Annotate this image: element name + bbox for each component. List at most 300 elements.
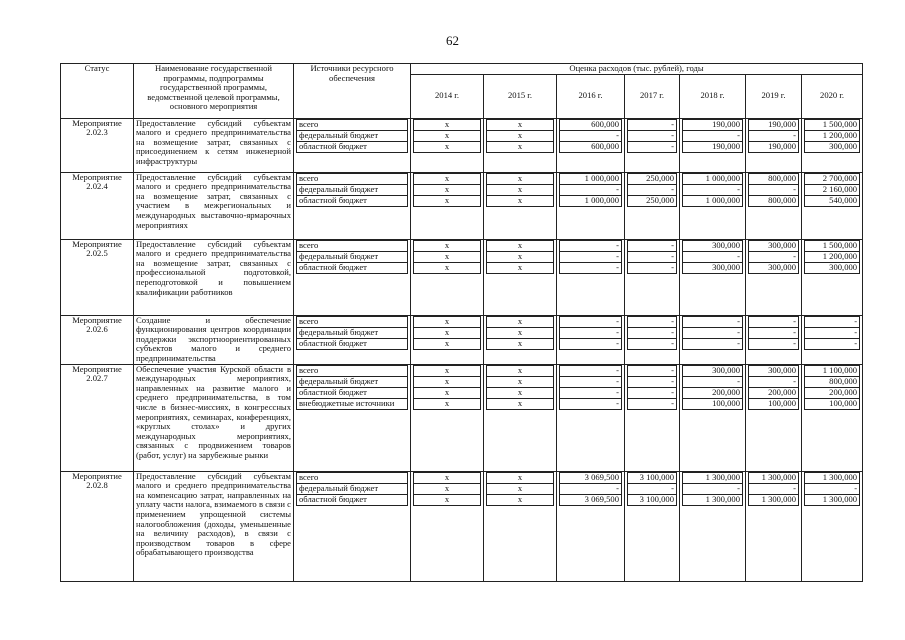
- line-row: [560, 494, 622, 505]
- line-row: [628, 398, 677, 409]
- line-row: [805, 130, 860, 141]
- value: x: [487, 494, 554, 505]
- value: -: [805, 338, 860, 349]
- line-row: [683, 141, 743, 152]
- line-row: [487, 130, 554, 141]
- line-stack: [804, 119, 860, 153]
- line-row: [414, 376, 481, 387]
- line-row: [805, 141, 860, 152]
- line-row: [628, 184, 677, 195]
- source-label: областной бюджет: [297, 141, 408, 152]
- source-cell: [294, 239, 411, 315]
- line-row: [628, 240, 677, 251]
- line-row: [487, 494, 554, 505]
- value: x: [487, 195, 554, 206]
- line-row: [560, 195, 622, 206]
- source-header: Источники ресурсного обеспечения: [294, 64, 411, 119]
- line-row: [414, 195, 481, 206]
- line-row: [749, 251, 799, 262]
- value-cell: [746, 172, 802, 239]
- value: -: [560, 365, 622, 376]
- line-row: [297, 494, 408, 505]
- line-stack: [748, 240, 799, 274]
- line-row: [560, 398, 622, 409]
- line-row: [297, 173, 408, 184]
- value: x: [414, 494, 481, 505]
- value: -: [628, 119, 677, 130]
- line-row: [487, 262, 554, 273]
- source-label: всего: [297, 316, 408, 327]
- line-row: [487, 365, 554, 376]
- value: 800,000: [749, 195, 799, 206]
- line-row: [487, 398, 554, 409]
- source-cell: [294, 471, 411, 581]
- value: x: [414, 130, 481, 141]
- value-cell: [680, 239, 746, 315]
- table-row: [61, 364, 863, 471]
- line-row: [805, 262, 860, 273]
- line-row: [683, 184, 743, 195]
- line-stack: [627, 119, 677, 153]
- source-label: областной бюджет: [297, 262, 408, 273]
- value: 1 000,000: [683, 173, 743, 184]
- value: -: [805, 327, 860, 338]
- line-row: [560, 130, 622, 141]
- value-cell: [625, 471, 680, 581]
- value: 540,000: [805, 195, 860, 206]
- line-row: [805, 365, 860, 376]
- value: 800,000: [805, 376, 860, 387]
- value: 800,000: [749, 173, 799, 184]
- line-row: [487, 376, 554, 387]
- table-row: [61, 239, 863, 315]
- value: -: [628, 365, 677, 376]
- value: 1 300,000: [683, 494, 743, 505]
- line-stack: [748, 365, 799, 410]
- line-row: [805, 195, 860, 206]
- line-row: [683, 327, 743, 338]
- value: x: [487, 376, 554, 387]
- value-cell: [746, 471, 802, 581]
- value: x: [414, 240, 481, 251]
- value-cell: [802, 239, 863, 315]
- line-row: [414, 494, 481, 505]
- year-header: 2020 г.: [802, 74, 863, 118]
- value: x: [414, 173, 481, 184]
- value: 300,000: [683, 365, 743, 376]
- source-label: федеральный бюджет: [297, 376, 408, 387]
- line-row: [749, 240, 799, 251]
- value-cell: [625, 315, 680, 364]
- source-label: областной бюджет: [297, 387, 408, 398]
- value: -: [560, 327, 622, 338]
- status-cell: Мероприятие 2.02.8: [61, 471, 134, 581]
- line-row: [749, 338, 799, 349]
- value: 1 300,000: [805, 494, 860, 505]
- line-stack: [486, 240, 554, 274]
- line-row: [805, 483, 860, 494]
- value-cell: [411, 364, 484, 471]
- line-row: [805, 240, 860, 251]
- value: -: [560, 130, 622, 141]
- line-stack: [682, 365, 743, 410]
- value: 190,000: [683, 119, 743, 130]
- line-row: [805, 119, 860, 130]
- value-cell: [484, 364, 557, 471]
- line-row: [560, 240, 622, 251]
- line-stack: [748, 173, 799, 207]
- value: -: [683, 184, 743, 195]
- value: -: [683, 338, 743, 349]
- value-cell: [802, 364, 863, 471]
- source-label: федеральный бюджет: [297, 130, 408, 141]
- line-row: [297, 365, 408, 376]
- line-stack: [413, 316, 481, 350]
- line-row: [749, 376, 799, 387]
- value: x: [414, 141, 481, 152]
- line-stack: [627, 365, 677, 410]
- name-cell: Создание и обеспечение функционирования центров координации поддержки экспортноориентированных субъектов малого и среднего предпринимательства: [134, 315, 294, 364]
- value-cell: [557, 118, 625, 172]
- line-stack: [627, 173, 677, 207]
- value: 3 100,000: [628, 494, 677, 505]
- line-stack: [413, 240, 481, 274]
- line-stack: [296, 119, 408, 153]
- line-row: [414, 173, 481, 184]
- value: -: [628, 251, 677, 262]
- line-stack: [748, 119, 799, 153]
- value: 1 500,000: [805, 240, 860, 251]
- line-stack: [748, 472, 799, 506]
- value: 200,000: [683, 387, 743, 398]
- value: -: [628, 376, 677, 387]
- value-cell: [411, 172, 484, 239]
- line-row: [560, 141, 622, 152]
- line-row: [628, 130, 677, 141]
- line-row: [683, 173, 743, 184]
- page-number: 62: [446, 33, 459, 48]
- line-row: [297, 376, 408, 387]
- line-row: [749, 327, 799, 338]
- value: x: [487, 365, 554, 376]
- line-row: [805, 387, 860, 398]
- source-label: федеральный бюджет: [297, 483, 408, 494]
- line-row: [487, 173, 554, 184]
- value: 1 000,000: [560, 173, 622, 184]
- value-cell: [746, 239, 802, 315]
- line-row: [560, 316, 622, 327]
- line-row: [805, 327, 860, 338]
- source-label: областной бюджет: [297, 195, 408, 206]
- line-stack: [296, 365, 408, 410]
- value: 1 200,000: [805, 251, 860, 262]
- value-cell: [802, 118, 863, 172]
- line-row: [749, 184, 799, 195]
- name-cell: Предоставление субсидий субъектам малого и среднего предпринимательства на компенсацию затрат, направленных на уплату части налога, взимаемого в связи с применением упрощенной системы налогообложения (доходы, уменьшенные на величину расходов), в связи с производством товаров в сфере обрабатывающего производства: [134, 471, 294, 581]
- value: 1 300,000: [683, 472, 743, 483]
- value: x: [487, 387, 554, 398]
- line-row: [414, 251, 481, 262]
- value: -: [560, 251, 622, 262]
- value: x: [487, 338, 554, 349]
- line-stack: [559, 119, 622, 153]
- line-row: [487, 483, 554, 494]
- value-cell: [484, 118, 557, 172]
- value: -: [683, 327, 743, 338]
- value-cell: [411, 471, 484, 581]
- line-row: [749, 130, 799, 141]
- value: -: [683, 251, 743, 262]
- line-row: [414, 316, 481, 327]
- line-row: [805, 472, 860, 483]
- line-row: [749, 316, 799, 327]
- value: x: [414, 472, 481, 483]
- line-row: [487, 251, 554, 262]
- source-label: всего: [297, 472, 408, 483]
- value: 1 000,000: [683, 195, 743, 206]
- line-stack: [682, 119, 743, 153]
- line-row: [297, 398, 408, 409]
- line-row: [560, 472, 622, 483]
- budget-table: [60, 63, 863, 582]
- value: x: [414, 338, 481, 349]
- line-row: [628, 262, 677, 273]
- line-stack: [296, 472, 408, 506]
- line-row: [297, 184, 408, 195]
- value: x: [487, 398, 554, 409]
- value-cell: [557, 172, 625, 239]
- line-stack: [627, 316, 677, 350]
- table-row: [61, 315, 863, 364]
- value: 2 160,000: [805, 184, 860, 195]
- value: x: [414, 119, 481, 130]
- line-stack: [682, 472, 743, 506]
- value: 1 000,000: [560, 195, 622, 206]
- value-cell: [802, 172, 863, 239]
- value: 300,000: [683, 240, 743, 251]
- line-row: [297, 472, 408, 483]
- value: -: [560, 316, 622, 327]
- value: -: [628, 327, 677, 338]
- source-label: всего: [297, 119, 408, 130]
- value: -: [560, 483, 622, 494]
- value: 300,000: [749, 240, 799, 251]
- value: -: [749, 130, 799, 141]
- line-row: [487, 338, 554, 349]
- source-label: федеральный бюджет: [297, 251, 408, 262]
- value: x: [414, 316, 481, 327]
- line-stack: [682, 240, 743, 274]
- table-row: [61, 471, 863, 581]
- source-cell: [294, 172, 411, 239]
- value: x: [487, 327, 554, 338]
- value: 200,000: [805, 387, 860, 398]
- value: 190,000: [749, 141, 799, 152]
- status-cell: Мероприятие 2.02.3: [61, 118, 134, 172]
- line-row: [805, 494, 860, 505]
- value: x: [414, 387, 481, 398]
- source-label: федеральный бюджет: [297, 327, 408, 338]
- line-row: [297, 387, 408, 398]
- status-cell: Мероприятие 2.02.4: [61, 172, 134, 239]
- year-header: 2018 г.: [680, 74, 746, 118]
- value: x: [414, 327, 481, 338]
- value: -: [683, 316, 743, 327]
- line-stack: [413, 173, 481, 207]
- value: x: [487, 141, 554, 152]
- line-row: [297, 130, 408, 141]
- line-stack: [413, 472, 481, 506]
- line-stack: [413, 119, 481, 153]
- line-row: [805, 376, 860, 387]
- table-body: [61, 118, 863, 581]
- value: 200,000: [749, 387, 799, 398]
- value: -: [683, 483, 743, 494]
- line-row: [805, 173, 860, 184]
- value: 190,000: [749, 119, 799, 130]
- line-stack: [486, 316, 554, 350]
- line-row: [683, 119, 743, 130]
- year-header: 2015 г.: [484, 74, 557, 118]
- value: -: [628, 483, 677, 494]
- line-row: [414, 398, 481, 409]
- line-row: [683, 483, 743, 494]
- value-cell: [484, 315, 557, 364]
- line-row: [560, 184, 622, 195]
- line-row: [560, 119, 622, 130]
- value: 1 300,000: [805, 472, 860, 483]
- line-row: [297, 240, 408, 251]
- value: 2 700,000: [805, 173, 860, 184]
- value-cell: [484, 471, 557, 581]
- line-row: [683, 398, 743, 409]
- line-row: [414, 387, 481, 398]
- line-stack: [486, 472, 554, 506]
- line-stack: [486, 119, 554, 153]
- line-row: [297, 195, 408, 206]
- value: x: [487, 316, 554, 327]
- line-stack: [627, 472, 677, 506]
- value: 1 100,000: [805, 365, 860, 376]
- value: -: [749, 184, 799, 195]
- value-cell: [625, 364, 680, 471]
- line-row: [683, 494, 743, 505]
- value-cell: [557, 471, 625, 581]
- value: -: [683, 130, 743, 141]
- value: -: [749, 376, 799, 387]
- line-row: [560, 173, 622, 184]
- value-cell: [680, 364, 746, 471]
- line-stack: [682, 173, 743, 207]
- header-row: [61, 64, 863, 75]
- value: x: [487, 119, 554, 130]
- value: x: [487, 130, 554, 141]
- line-row: [628, 141, 677, 152]
- year-header: 2019 г.: [746, 74, 802, 118]
- value: 600,000: [560, 141, 622, 152]
- line-row: [414, 483, 481, 494]
- value: 1 300,000: [749, 494, 799, 505]
- line-stack: [804, 316, 860, 350]
- value-cell: [557, 315, 625, 364]
- value: x: [487, 173, 554, 184]
- line-row: [297, 316, 408, 327]
- line-stack: [682, 316, 743, 350]
- value: -: [628, 141, 677, 152]
- source-cell: [294, 118, 411, 172]
- value: 300,000: [683, 262, 743, 273]
- value-cell: [746, 315, 802, 364]
- value: -: [628, 316, 677, 327]
- line-stack: [559, 173, 622, 207]
- value: x: [414, 251, 481, 262]
- value-cell: [680, 471, 746, 581]
- line-row: [683, 316, 743, 327]
- value: 3 069,500: [560, 494, 622, 505]
- line-row: [628, 251, 677, 262]
- value: 300,000: [805, 141, 860, 152]
- value: 300,000: [805, 262, 860, 273]
- value: -: [805, 483, 860, 494]
- line-row: [683, 262, 743, 273]
- source-label: областной бюджет: [297, 494, 408, 505]
- line-row: [414, 184, 481, 195]
- line-stack: [413, 365, 481, 410]
- value: -: [749, 483, 799, 494]
- line-row: [487, 119, 554, 130]
- source-cell: [294, 364, 411, 471]
- line-row: [683, 195, 743, 206]
- value: x: [487, 472, 554, 483]
- line-row: [749, 173, 799, 184]
- line-row: [749, 483, 799, 494]
- value-cell: [557, 364, 625, 471]
- line-row: [414, 141, 481, 152]
- line-row: [487, 141, 554, 152]
- value: -: [628, 387, 677, 398]
- estimate-header: Оценка расходов (тыс. рублей), годы: [411, 64, 863, 75]
- line-row: [560, 387, 622, 398]
- value: x: [414, 483, 481, 494]
- value: -: [628, 240, 677, 251]
- value: 250,000: [628, 173, 677, 184]
- name-cell: Предоставление субсидий субъектам малого и среднего предпринимательства на возмещение затрат, связанных с участием в межрегиональных и международных выставочно-ярмарочных мероприятиях: [134, 172, 294, 239]
- line-row: [749, 398, 799, 409]
- value: x: [487, 251, 554, 262]
- value: -: [805, 316, 860, 327]
- value: 3 069,500: [560, 472, 622, 483]
- line-row: [414, 130, 481, 141]
- line-row: [297, 119, 408, 130]
- source-label: внебюджетные источники: [297, 398, 408, 409]
- value: 190,000: [683, 141, 743, 152]
- value: x: [487, 262, 554, 273]
- line-row: [487, 184, 554, 195]
- value: -: [560, 240, 622, 251]
- value: x: [487, 240, 554, 251]
- status-cell: Мероприятие 2.02.7: [61, 364, 134, 471]
- line-row: [749, 119, 799, 130]
- line-row: [628, 338, 677, 349]
- status-cell: Мероприятие 2.02.5: [61, 239, 134, 315]
- line-stack: [804, 365, 860, 410]
- value: x: [414, 365, 481, 376]
- line-row: [749, 494, 799, 505]
- line-row: [414, 119, 481, 130]
- line-stack: [559, 365, 622, 410]
- source-label: всего: [297, 240, 408, 251]
- year-header: 2016 г.: [557, 74, 625, 118]
